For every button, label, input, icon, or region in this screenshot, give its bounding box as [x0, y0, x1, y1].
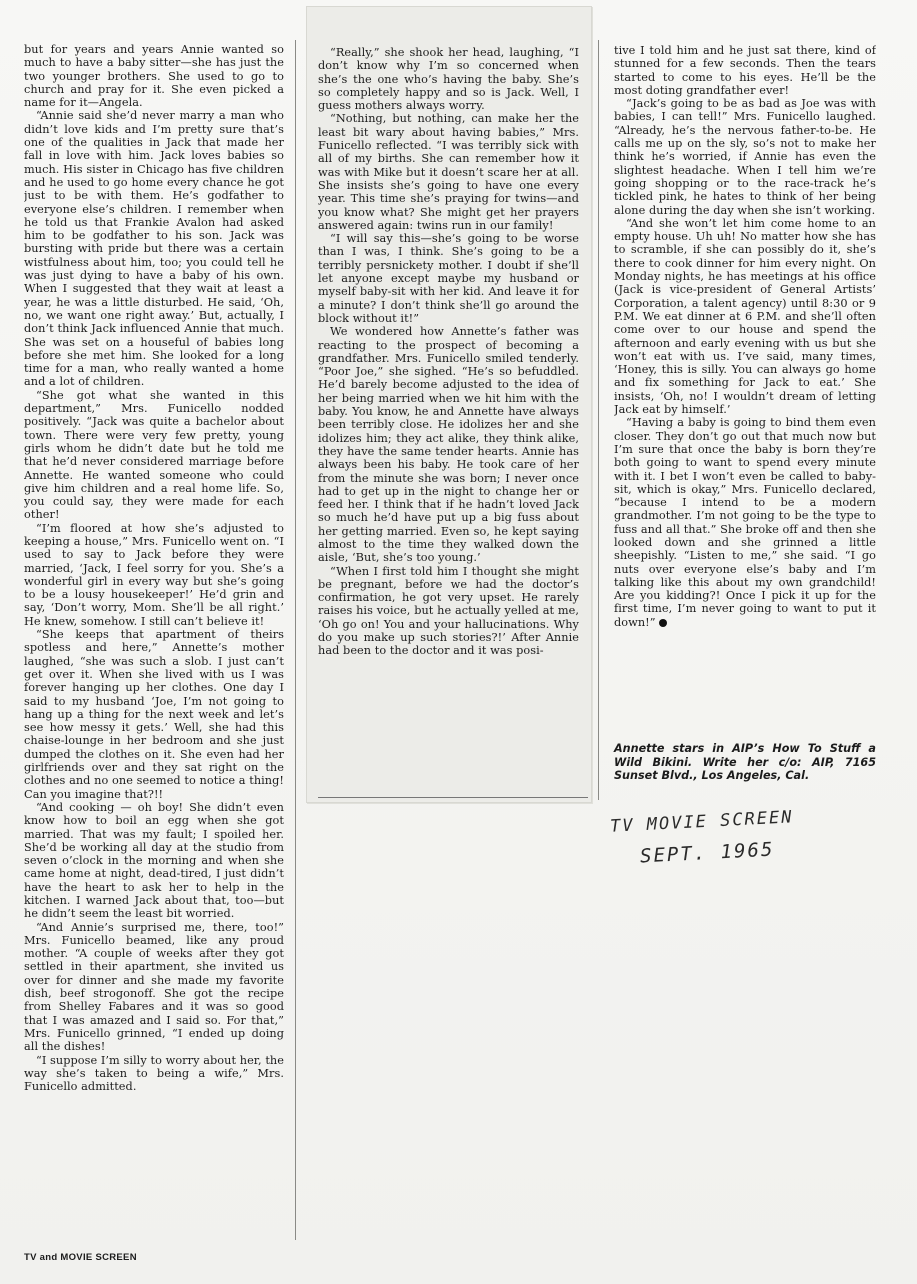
paragraph: “Having a baby is going to bind them even closer. They don’t go out that much now but I’m sure that once the baby is born they’re both going to want to spend every minute with it. I bet I won’t even be called to baby-sit, which is okay,” Mrs. Funicello declared, “because I intend to be a modern grandmother. I’m not going to be the type to fuss and all that.” She broke off and then she looked down and she grinned a little sheepishly. “Listen to me,” she said. “I go nuts over everyone else’s baby and I’m talking like this about my own grandchild! Are you kidding?! Once I pick it up for the first time, I’m never going to want to put it down!”: [614, 416, 876, 629]
article-column-3: [614, 44, 876, 744]
end-bullet-icon: [659, 619, 667, 627]
paragraph: but for years and years Annie wanted so much to have a baby sitter—she has just the two younger brothers. She used to go to church and pray for it. She even picked a name for it—Angela.: [24, 43, 284, 110]
paragraph: “She got what she wanted in this department,” Mrs. Funicello nodded positively. “Jack was quite a bachelor about town. There were very few pretty, young girls whom he didn’t date but he told me that he’d never considered marriage before Annette. He wanted someone who could give him children and a real home life. So, you could say, they were made for each other!: [24, 388, 284, 522]
paragraph: “I suppose I’m silly to worry about her, the way she’s taken to being a wife,” Mrs. Funicello admitted.: [24, 1053, 284, 1094]
article-credit: Annette stars in AIP’s How To Stuff a Wild Bikini. Write her c/o: AIP, 7165 Sunset Blvd., Los Angeles, Cal.: [614, 742, 876, 782]
paragraph: “Annie said she’d never marry a man who didn’t love kids and I’m pretty sure that’s one of the qualities in Jack that made her fall in love with him. Jack loves babies so much. His sister in Chicago has five children and he used to go home every chance he got just to be with them. He’s godfather to everyone else’s children. I remember when he told us that Frankie Avalon had asked him to be godfather to his son. Jack was bursting with pride but there was a certain wistfulness about him, too; you could tell he was just dying to have a baby of his own. When I suggested that they wait at least a year, he was a little disturbed. He said, ‘Oh, no, we want one right away.’ But, actually, I don’t think Jack influenced Annie that much. She was set on a houseful of babies long before she met him. She looked for a long time for a man, who really wanted a home and a lot of children.: [24, 109, 284, 389]
paragraph: “And cooking — oh boy! She didn’t even know how to boil an egg when she got married. That was my fault; I spoiled her. She’d be working all day at the studio from seven o’clock in the morning and when she came home at night, dead-tired, I just didn’t have the heart to ask her to help in the kitchen. I warned Jack about that, too—but he didn’t seem the least bit worried.: [24, 800, 284, 921]
paragraph: tive I told him and he just sat there, kind of stunned for a few seconds. Then the tears started to come to his eyes. He’ll be the most doting grandfather ever!: [614, 44, 876, 97]
paragraph: “Nothing, but nothing, can make her the least bit wary about having babies,” Mrs. Funicello reflected. “I was terribly sick with all of my births. She can remember how it was with Mike but it doesn’t scare her at all. She insists she’s going to have one every year. This time she’s praying for twins—and you know what? She might get her prayers answered again: twins run in our family!: [318, 112, 579, 232]
handwritten-source: TV MOVIE SCREEN: [609, 807, 794, 837]
article-column-1: [24, 43, 284, 1238]
column-end-rule: [318, 797, 588, 798]
paragraph: “I’m floored at how she’s adjusted to keeping a house,” Mrs. Funicello went on. “I used to say to Jack before they were married, ‘Jack, I feel sorry for you. She’s a wonderful girl in every way but she’s going to be a lousy housekeeper!’ He’d grin and say, ‘Don’t worry, Mom. She’ll be all right.’ He knew, somehow. I still can’t believe it!: [24, 521, 284, 628]
article-column-2: [318, 46, 579, 792]
handwritten-date: SEPT. 1965: [639, 838, 775, 868]
paragraph: “When I first told him I thought she might be pregnant, before we had the doctor’s confirmation, he got very upset. He rarely raises his voice, but he actually yelled at me, ‘Oh go on! You and your hallucinations. Why do you make up such stories?!’ After Annie had been to the doctor and it was posi-: [318, 564, 579, 658]
paragraph: “She keeps that apartment of theirs spotless and here,” Annette’s mother laughed, “she was such a slob. I just can’t get over it. When she lived with us I was forever hanging up her clothes. One day I said to my husband ‘Joe, I’m not going to hang up a thing for the next week and let’s see how messy it gets.’ Well, she had this chaise-lounge in her bedroom and she just dumped the clothes on it. She even had her girlfriends over and they sat right on the clothes and no one seemed to notice a thing! Can you imagine that?!!: [24, 628, 284, 801]
paragraph: “And she won’t let him come home to an empty house. Uh uh! No matter how she has to scramble, if she can possibly do it, she’s there to cook dinner for him every night. On Monday nights, he has meetings at his office (Jack is vice-president of General Artists’ Corporation, a talent agency) until 8:30 or 9 P.M. We eat dinner at 6 P.M. and she’ll often come over to our house and spend the afternoon and early evening with us but she won’t eat with us. I’ve said, many times, ‘Honey, this is silly. You can always go home and fix something for Jack to eat.’ She insists, ‘Oh, no! I wouldn’t dream of letting Jack eat by himself.’: [614, 216, 876, 417]
paragraph: “And Annie’s surprised me, there, too!” Mrs. Funicello beamed, like any proud mother. “A couple of weeks after they got settled in their apartment, she invited us over for dinner and she made my favorite dish, beef strogonoff. She got the recipe from Shelley Fabares and it was so good that I was amazed and I said so. For that,” Mrs. Funicello grinned, “I ended up doing all the dishes!: [24, 920, 284, 1054]
column-divider: [598, 40, 599, 800]
paragraph: “Jack’s going to be as bad as Joe was with babies, I can tell!” Mrs. Funicello laughed. “Already, he’s the nervous father-to-be. He calls me up on the sly, so’s not to make her think he’s worried, if Annie has even the slightest headache. When I tell him we’re going shopping or to the race-track he’s tickled pink, he hates to think of her being alone during the day when she isn’t working.: [614, 97, 876, 217]
magazine-footer: TV and MOVIE SCREEN: [24, 1252, 137, 1263]
paragraph: We wondered how Annette’s father was reacting to the prospect of becoming a grandfather. Mrs. Funicello smiled tenderly. “Poor Joe,” she sighed. “He’s so befuddled. He’d barely become adjusted to the idea of her being married when we hit him with the baby. You know, he and Annette have always been terribly close. He idolizes her and she idolizes him; they act alike, they think alike, they have the same tender hearts. Annie has always been his baby. He took care of her from the minute she was born; I never once had to get up in the night to change her or feed her. I think that if he hadn’t loved Jack so much he’d have put up a big fuss about her getting married. Even so, he kept saying almost to the time they walked down the aisle, ‘But, she’s too young.’: [318, 325, 579, 565]
paragraph: “I will say this—she’s going to be worse than I was, I think. She’s going to be a terribly persnickety mother. I doubt if she’ll let anyone except maybe my husband or myself baby-sit with her kid. And leave it for a minute? I don’t think she’ll go around the block without it!”: [318, 232, 579, 325]
paragraph: “Really,” she shook her head, laughing, “I don’t know why I’m so concerned when she’s the one who’s having the baby. She’s so completely happy and so is Jack. Well, I guess mothers always worry.: [318, 46, 579, 113]
column-divider: [295, 40, 296, 1240]
